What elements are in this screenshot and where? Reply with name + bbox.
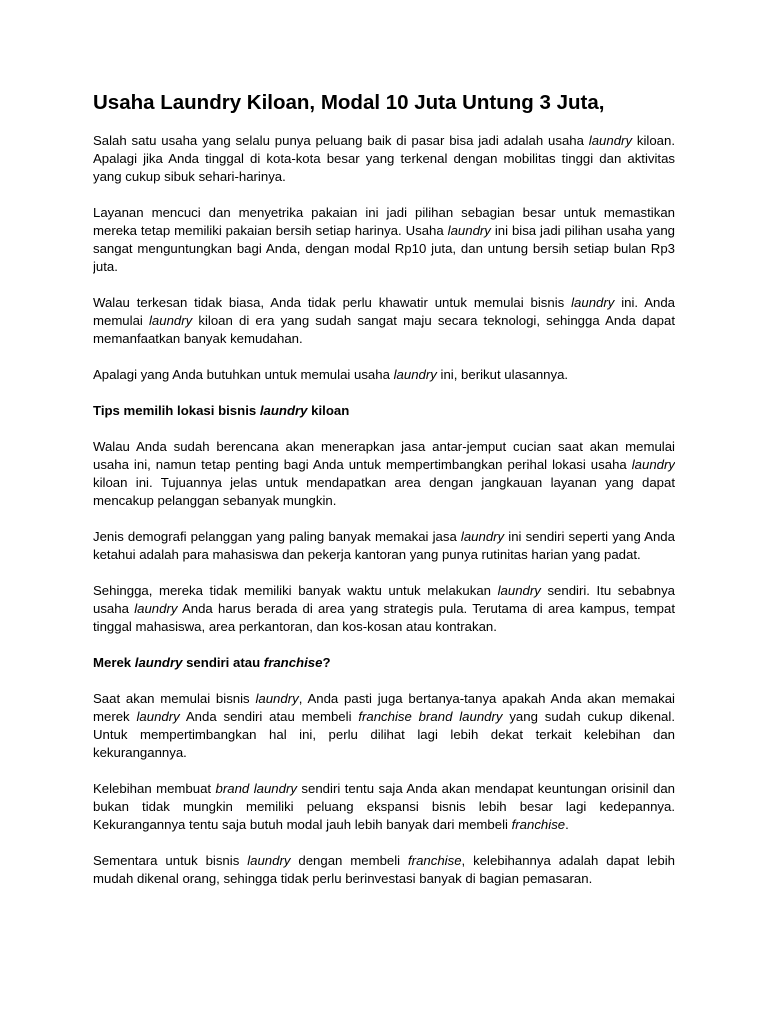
text-run: sendiri. Itu sebabnya usaha: [93, 583, 675, 616]
italic-text: laundry: [259, 403, 308, 418]
italic-text: laundry: [631, 457, 675, 472]
text-run: , kelebihannya adalah dapat lebih mudah dikenal orang, sehingga tidak perlu berinvestasi banyak di bagian pemasaran.: [93, 853, 675, 886]
italic-text: laundry: [571, 295, 615, 310]
italic-text: laundry: [134, 601, 178, 616]
document-title: Usaha Laundry Kiloan, Modal 10 Juta Untung 3 Juta,: [93, 91, 605, 114]
paragraph: [93, 528, 675, 564]
text-run: sendiri atau: [182, 655, 264, 670]
italic-text: laundry: [134, 655, 183, 670]
italic-text: laundry: [136, 709, 180, 724]
text-run: ini sendiri seperti yang Anda ketahui adalah para mahasiswa dan pekerja kantoran yang punya rutinitas harian yang padat.: [93, 529, 675, 562]
italic-text: laundry: [247, 853, 291, 868]
italic-text: laundry: [148, 313, 193, 328]
text-run: Merek: [93, 655, 135, 670]
text-run: ini, berikut ulasannya.: [436, 367, 569, 382]
text-run: Walau terkesan tidak biasa, Anda tidak perlu khawatir untuk memulai bisnis: [93, 295, 572, 310]
section-heading: [93, 654, 675, 672]
text-run: kiloan: [307, 403, 350, 418]
paragraph: [93, 582, 675, 636]
text-run: yang sudah cukup dikenal. Untuk mempertimbangkan hal ini, perlu dilihat lagi lebih dekat terkait kelebihan dan kekurangannya.: [93, 709, 675, 760]
text-run: ?: [322, 655, 331, 670]
text-run: Sehingga, mereka tidak memiliki banyak waktu untuk melakukan: [93, 583, 498, 598]
italic-text: laundry: [460, 529, 505, 544]
paragraph: [93, 690, 675, 762]
text-run: Anda sendiri atau membeli: [179, 709, 359, 724]
italic-text: franchise: [511, 817, 566, 832]
italic-text: franchise: [263, 655, 323, 670]
text-run: kiloan di era yang sudah sangat maju secara teknologi, sehingga Anda dapat memanfaatkan banyak kemudahan.: [93, 313, 675, 346]
italic-text: brand laundry: [215, 781, 297, 796]
text-run: Salah satu usaha yang selalu punya peluang baik di pasar bisa jadi adalah usaha: [93, 133, 589, 148]
section-heading: [93, 402, 675, 420]
text-run: kiloan ini. Tujuannya jelas untuk mendapatkan area dengan jangkauan layanan yang dapat mencakup pelanggan sebanyak mungkin.: [93, 475, 675, 508]
paragraph: [93, 204, 675, 276]
italic-text: laundry: [588, 133, 633, 148]
text-run: Kelebihan membuat: [93, 781, 216, 796]
text-run: , Anda pasti juga bertanya-tanya apakah Anda akan memakai merek: [93, 691, 675, 724]
text-run: ini bisa jadi pilihan usaha yang sangat menguntungkan bagi Anda, dengan modal Rp10 juta, dan untung bersih setiap bulan Rp3 juta.: [93, 223, 675, 274]
paragraph: [93, 438, 675, 510]
paragraph: [93, 294, 675, 348]
text-run: sendiri tentu saja Anda akan mendapat keuntungan orisinil dan bukan tidak mungkin memiliki peluang ekspansi bisnis lebih besar lagi kedepannya. Kekurangannya tentu saja butuh modal jauh lebih banyak dari membeli: [93, 781, 675, 832]
paragraph: [93, 132, 675, 186]
document-page: [93, 90, 675, 1010]
italic-text: laundry: [393, 367, 437, 382]
text-run: Jenis demografi pelanggan yang paling banyak memakai jasa: [93, 529, 461, 544]
document-body: [93, 132, 675, 888]
italic-text: franchise brand laundry: [358, 709, 503, 724]
paragraph: [93, 366, 675, 384]
text-run: Tips memilih lokasi bisnis: [93, 403, 260, 418]
italic-text: laundry: [447, 223, 491, 238]
text-run: Walau Anda sudah berencana akan menerapkan jasa antar-jemput cucian saat akan memulai usaha ini, namun tetap penting bagi Anda untuk mempertimbangkan perihal lokasi usaha: [93, 439, 675, 472]
italic-text: laundry: [255, 691, 299, 706]
italic-text: franchise: [408, 853, 462, 868]
text-run: Sementara untuk bisnis: [93, 853, 248, 868]
text-run: kiloan. Apalagi jika Anda tinggal di kota-kota besar yang terkenal dengan mobilitas tinggi dan aktivitas yang cukup sibuk sehari-harinya.: [93, 133, 675, 184]
text-run: Layanan mencuci dan menyetrika pakaian ini jadi pilihan sebagian besar untuk memastikan mereka tetap memiliki pakaian bersih setiap harinya. Usaha: [93, 205, 675, 238]
text-run: .: [565, 817, 569, 832]
text-run: Saat akan memulai bisnis: [93, 691, 256, 706]
italic-text: laundry: [497, 583, 541, 598]
text-run: dengan membeli: [290, 853, 409, 868]
paragraph: [93, 852, 675, 888]
text-run: Anda harus berada di area yang strategis pula. Terutama di area kampus, tempat tinggal mahasiswa, area perkantoran, dan kos-kosan atau kontrakan.: [93, 601, 675, 634]
text-run: ini. Anda memulai: [93, 295, 675, 328]
text-run: Apalagi yang Anda butuhkan untuk memulai usaha: [93, 367, 394, 382]
paragraph: [93, 780, 675, 834]
